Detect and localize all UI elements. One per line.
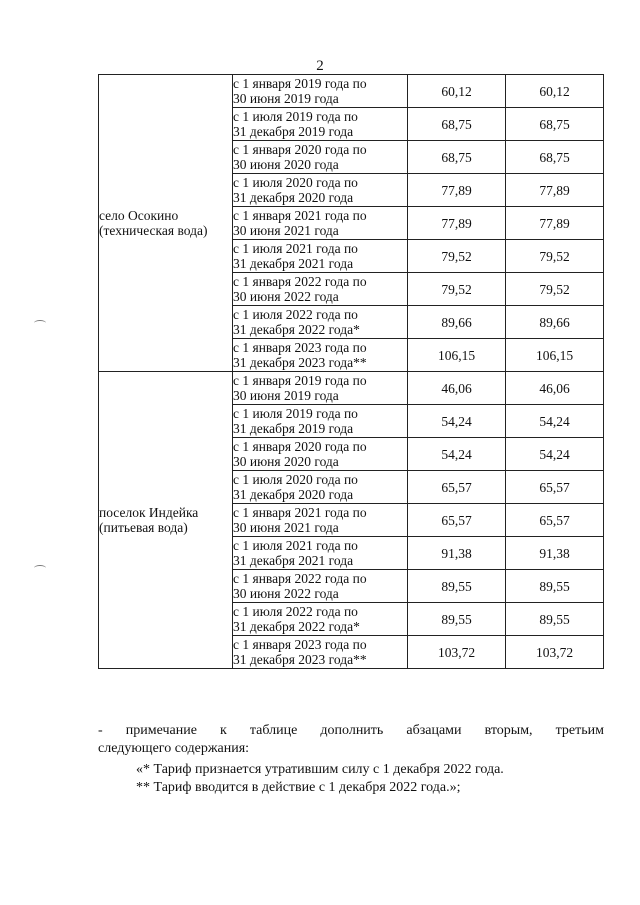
- period-cell: [233, 636, 408, 669]
- period-cell: [233, 174, 408, 207]
- tariff-value-1-cell: 54,24: [408, 438, 506, 471]
- period-line: 31 декабря 2022 года*: [233, 619, 360, 634]
- tariff-value-1-cell: 79,52: [408, 240, 506, 273]
- table-row: [99, 372, 604, 405]
- tariff-value-2-cell: 54,24: [506, 405, 604, 438]
- locality-name-line: село Осокино: [99, 208, 179, 223]
- period-line: 30 июня 2022 года: [233, 289, 339, 304]
- period-line: с 1 января 2023 года по: [233, 340, 367, 355]
- tariff-value-1-cell: 46,06: [408, 372, 506, 405]
- period-line: с 1 января 2020 года по: [233, 439, 367, 454]
- note-intro-continuation: следующего содержания:: [98, 741, 250, 756]
- period-line: с 1 июля 2019 года по: [233, 406, 358, 421]
- period-cell: [233, 339, 408, 372]
- tariff-value-2-cell: 46,06: [506, 372, 604, 405]
- period-line: с 1 января 2022 года по: [233, 571, 367, 586]
- period-cell: [233, 108, 408, 141]
- tariff-value-1-cell: 77,89: [408, 207, 506, 240]
- tariff-value-2-cell: 89,55: [506, 603, 604, 636]
- locality-name-line: поселок Индейка: [99, 505, 199, 520]
- period-line: 31 декабря 2020 года: [233, 190, 354, 205]
- locality-name-line: (техническая вода): [99, 223, 208, 238]
- tariff-value-1-cell: 89,55: [408, 603, 506, 636]
- period-line: 30 июня 2021 года: [233, 520, 339, 535]
- period-cell: [233, 273, 408, 306]
- period-line: 31 декабря 2022 года*: [233, 322, 360, 337]
- locality-cell: [99, 372, 233, 669]
- tariff-table-body: [99, 75, 604, 669]
- period-line: с 1 января 2021 года по: [233, 208, 367, 223]
- period-line: 30 июня 2019 года: [233, 388, 339, 403]
- tariff-value-1-cell: 65,57: [408, 504, 506, 537]
- period-line: 31 декабря 2019 года: [233, 124, 354, 139]
- tariff-value-2-cell: 103,72: [506, 636, 604, 669]
- tariff-value-2-cell: 54,24: [506, 438, 604, 471]
- tariff-value-2-cell: 68,75: [506, 108, 604, 141]
- period-line: 31 декабря 2021 года: [233, 256, 354, 271]
- period-line: 30 июня 2022 года: [233, 586, 339, 601]
- period-cell: [233, 240, 408, 273]
- table-row: [99, 75, 604, 108]
- period-line: с 1 июля 2019 года по: [233, 109, 358, 124]
- tariff-value-1-cell: 68,75: [408, 108, 506, 141]
- note-intro: - примечание к таблице дополнить абзацами вторым, третьим: [98, 723, 604, 738]
- locality-name-line: (питьевая вода): [99, 520, 188, 535]
- period-line: с 1 июля 2021 года по: [233, 241, 358, 256]
- tariff-value-2-cell: 79,52: [506, 240, 604, 273]
- note-line-1: «* Тариф признается утратившим силу с 1 декабря 2022 года.: [136, 762, 504, 777]
- tariff-value-1-cell: 54,24: [408, 405, 506, 438]
- tariff-value-1-cell: 89,55: [408, 570, 506, 603]
- period-line: с 1 июля 2020 года по: [233, 472, 358, 487]
- period-line: с 1 января 2023 года по: [233, 637, 367, 652]
- period-line: с 1 июля 2022 года по: [233, 307, 358, 322]
- tariff-value-2-cell: 79,52: [506, 273, 604, 306]
- period-line: 30 июня 2020 года: [233, 454, 339, 469]
- tariff-value-1-cell: 77,89: [408, 174, 506, 207]
- period-cell: [233, 537, 408, 570]
- period-cell: [233, 207, 408, 240]
- tariff-value-2-cell: 68,75: [506, 141, 604, 174]
- period-line: 31 декабря 2023 года**: [233, 652, 367, 667]
- period-line: с 1 июля 2021 года по: [233, 538, 358, 553]
- period-cell: [233, 570, 408, 603]
- margin-mark: [34, 320, 46, 326]
- tariff-value-2-cell: 65,57: [506, 471, 604, 504]
- period-line: с 1 июля 2022 года по: [233, 604, 358, 619]
- tariff-table: [98, 74, 604, 669]
- period-line: с 1 июля 2020 года по: [233, 175, 358, 190]
- period-line: 31 декабря 2021 года: [233, 553, 354, 568]
- period-line: с 1 января 2019 года по: [233, 373, 367, 388]
- period-cell: [233, 75, 408, 108]
- period-line: 31 декабря 2020 года: [233, 487, 354, 502]
- tariff-value-1-cell: 91,38: [408, 537, 506, 570]
- period-line: 31 декабря 2023 года**: [233, 355, 367, 370]
- period-line: 30 июня 2021 года: [233, 223, 339, 238]
- tariff-value-2-cell: 89,66: [506, 306, 604, 339]
- period-cell: [233, 438, 408, 471]
- period-line: с 1 января 2021 года по: [233, 505, 367, 520]
- notes-section: [98, 722, 604, 797]
- period-cell: [233, 372, 408, 405]
- period-cell: [233, 504, 408, 537]
- tariff-value-1-cell: 79,52: [408, 273, 506, 306]
- period-cell: [233, 471, 408, 504]
- page-number: 2: [316, 58, 324, 74]
- period-cell: [233, 306, 408, 339]
- period-line: с 1 января 2019 года по: [233, 76, 367, 91]
- tariff-value-1-cell: 68,75: [408, 141, 506, 174]
- locality-cell: [99, 75, 233, 372]
- tariff-value-1-cell: 65,57: [408, 471, 506, 504]
- period-cell: [233, 405, 408, 438]
- tariff-value-2-cell: 91,38: [506, 537, 604, 570]
- period-cell: [233, 603, 408, 636]
- tariff-value-2-cell: 77,89: [506, 207, 604, 240]
- period-line: 31 декабря 2019 года: [233, 421, 354, 436]
- tariff-value-2-cell: 106,15: [506, 339, 604, 372]
- margin-mark: [34, 565, 46, 571]
- note-line-2: ** Тариф вводится в действие с 1 декабря 2022 года.»;: [136, 780, 461, 795]
- tariff-value-1-cell: 60,12: [408, 75, 506, 108]
- period-line: с 1 января 2020 года по: [233, 142, 367, 157]
- tariff-value-2-cell: 65,57: [506, 504, 604, 537]
- period-cell: [233, 141, 408, 174]
- tariff-value-1-cell: 106,15: [408, 339, 506, 372]
- tariff-value-2-cell: 89,55: [506, 570, 604, 603]
- tariff-value-1-cell: 103,72: [408, 636, 506, 669]
- period-line: 30 июня 2019 года: [233, 91, 339, 106]
- tariff-value-1-cell: 89,66: [408, 306, 506, 339]
- tariff-value-2-cell: 60,12: [506, 75, 604, 108]
- tariff-value-2-cell: 77,89: [506, 174, 604, 207]
- period-line: 30 июня 2020 года: [233, 157, 339, 172]
- period-line: с 1 января 2022 года по: [233, 274, 367, 289]
